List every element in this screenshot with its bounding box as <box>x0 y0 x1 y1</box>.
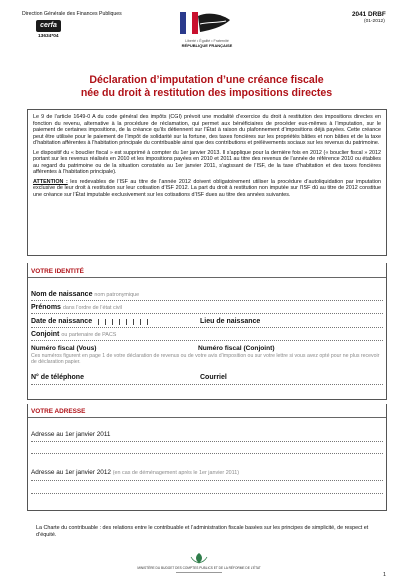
nom-label: Nom de naissance <box>31 291 93 298</box>
addr2012-line-2 <box>31 493 383 494</box>
prenoms-line <box>31 313 383 314</box>
cerfa-number: 13634*04 <box>38 34 59 39</box>
svg-text:Liberté • Égalité • Fraternité: Liberté • Égalité • Fraternité <box>185 39 229 43</box>
numfiscal-conjoint-label: Numéro fiscal (Conjoint) <box>198 345 275 352</box>
nom-field[interactable] <box>31 291 139 298</box>
telephone-field[interactable] <box>31 374 84 381</box>
ministry-logo <box>137 552 261 580</box>
attention-text: les redevables de l’ISF au titre de l’année 2012 doivent obligatoirement utiliser la procédure d’autoliquidation par imputation exclusive de leur droit à restitution sur leur cotisation d’ISF 2012. La part du droit à restitution non imputée sur l’ISF dû au titre de 2012 constitue une créance sur l’État imputable exclusivement sur les cotisations d’ISF dues au titre des années suivantes. <box>33 178 381 198</box>
address-frame <box>27 404 387 511</box>
conjoint-line <box>31 340 383 341</box>
cerfa-logo: cerfa <box>36 20 61 32</box>
intro-paragraph-1: Le 9 de l’article 1649-0 A du code général des impôts (CGI) prévoit une modalité d’exercice du droit à restitution des impositions directes en fonction du revenu, alternative à la procédure de réclamation, qui permet aux bénéficiaires de procéder eux-mêmes à l’imputation, sur le paiement de certaines impositions, de la créance qu’ils détiennent sur l’État à raison du plafonnement d’impositions déjà payées. Cette créance peut être utilisée pour le paiement de l’impôt de solidarité sur la fortune, des taxes foncières sur les propriétés bâties et non bâties et de la taxe d’habitation afférentes à l’habitation principale du contribuable ainsi que des contributions et prélèvements sociaux sur les revenus du patrimoine. <box>33 114 381 146</box>
addr2012-line-1 <box>31 480 383 481</box>
lieu-label: Lieu de naissance <box>200 318 261 325</box>
prenoms-label: Prénoms <box>31 304 61 311</box>
addr2011-line-1 <box>31 441 383 442</box>
form-date: (01-2012) <box>364 19 385 24</box>
date-naissance-field[interactable] <box>31 318 154 325</box>
intro-attention <box>33 179 381 199</box>
conjoint-field[interactable] <box>31 331 116 338</box>
numfiscal-note: Ces numéros figurent en page 1 de votre déclaration de revenus ou de votre avis d’imposition ou sur votre lettre si vous avez opté pour ne plus recevoir de déclaration papier. <box>31 353 380 366</box>
addr2012-hint: (en cas de déménagement après le 1er janvier 2011) <box>112 470 240 476</box>
intro-paragraph-2: Le dispositif du « bouclier fiscal » est supprimé à compter du 1er janvier 2013. Il s’applique pour la dernière fois en 2012 (« bouclier fiscal » 2012 portant sur les revenus réalisés en 2010 et les impositions payées en 2010 et 2011 au titre des revenus de l’année de référence 2010 ou établies au regard du patrimoine ou de la situation constatés au 1er janvier 2011, s’agissant de l’ISF, de la taxe d’habitation et des taxes foncières afférentes à l’habitation principale). <box>33 149 381 175</box>
numfiscal-label: Numéro fiscal (Vous) <box>31 345 97 352</box>
prenoms-hint: dans l’ordre de l’état civil <box>62 305 122 311</box>
attention-label: ATTENTION : <box>33 178 68 185</box>
page-title-line1: Déclaration d’imputation d’une créance fiscale <box>89 74 324 86</box>
telephone-line <box>31 384 383 385</box>
courriel-label: Courriel <box>200 374 227 381</box>
numfiscal-conjoint-field[interactable] <box>198 345 275 352</box>
prenoms-field[interactable] <box>31 304 122 311</box>
page-title-line2: née du droit à restitution des impositions directes <box>80 87 333 99</box>
addr2012-label: Adresse au 1er janvier 2012 <box>31 469 111 476</box>
department-name: Direction Générale des Finances Publiques <box>22 11 122 17</box>
address-2011-field[interactable] <box>31 431 110 438</box>
date-line <box>31 327 383 328</box>
date-label: Date de naissance <box>31 318 93 325</box>
nom-hint: nom patronymique <box>94 292 140 298</box>
nom-line <box>31 300 383 301</box>
intro-box <box>27 109 387 256</box>
lieu-naissance-field[interactable] <box>200 318 260 325</box>
ministry-label: MINISTÈRE DU BUDGET DES COMPTES PUBLICS ET DE LA RÉFORME DE L’ÉTAT <box>137 566 261 570</box>
courriel-field[interactable] <box>200 374 227 381</box>
addr2011-label: Adresse au 1er janvier 2011 <box>31 431 111 438</box>
page-number: 1 <box>383 572 386 578</box>
conjoint-label: Conjoint <box>31 331 60 338</box>
identity-heading: VOTRE IDENTITÉ <box>31 268 84 275</box>
address-heading: VOTRE ADRESSE <box>31 408 86 415</box>
tel-label: N° de téléphone <box>31 374 84 381</box>
charte-text: La Charte du contribuable : des relations entre le contribuable et l’administration fiscale basées sur les principes de simplicité, de respect et d’équité. <box>36 525 369 538</box>
conjoint-hint: ou partenaire de PACS <box>61 332 117 338</box>
marianne-logo <box>176 10 238 48</box>
address-2012-field[interactable] <box>31 469 239 476</box>
form-id: 2041 DRBF <box>352 11 386 18</box>
addr2011-line-2 <box>31 453 383 454</box>
republic-label: RÉPUBLIQUE FRANÇAISE <box>181 43 233 48</box>
numfiscal-field[interactable] <box>31 345 96 352</box>
date-boxes[interactable] <box>98 318 154 325</box>
